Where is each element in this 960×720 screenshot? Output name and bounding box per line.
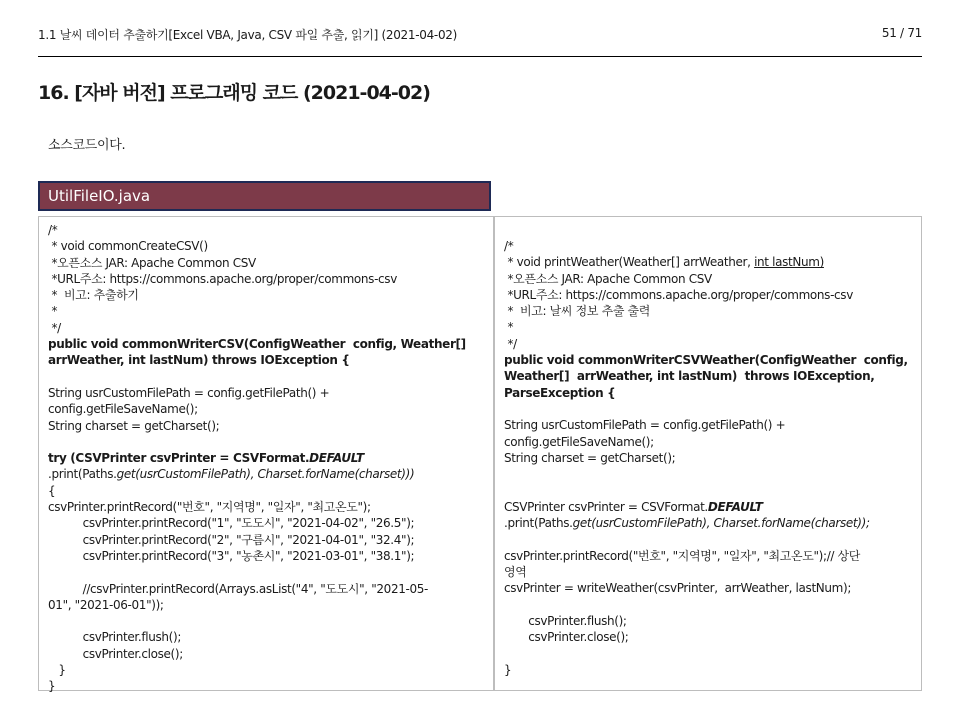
code-line	[48, 483, 487, 499]
code-line	[504, 401, 915, 417]
code-line	[48, 564, 487, 580]
code-line	[504, 352, 915, 368]
code-text: */	[48, 320, 61, 335]
code-text: {	[48, 483, 56, 498]
code-text: .print(Paths.	[504, 516, 573, 531]
code-line	[504, 482, 915, 498]
code-line	[504, 336, 915, 352]
code-text: csvPrinter.printRecord("번호", "지역명", "일자", "최고온도");	[48, 500, 371, 515]
code-line	[48, 532, 487, 548]
code-line	[504, 238, 915, 254]
code-line	[504, 613, 915, 629]
code-text: * 비고: 추출하기	[48, 288, 139, 303]
code-block-left	[38, 216, 494, 694]
code-line	[48, 613, 487, 629]
code-text: String usrCustomFilePath = config.getFilePath() +	[48, 385, 330, 400]
code-line	[504, 417, 915, 433]
code-line	[48, 597, 487, 613]
code-line	[48, 515, 487, 531]
code-text: }	[48, 663, 66, 678]
code-text: *	[504, 320, 514, 335]
code-text: csvPrinter.printRecord("3", "농촌시", "2021-03-01", "38.1");	[48, 548, 415, 563]
code-line	[48, 450, 487, 466]
code-text: csvPrinter = writeWeather(csvPrinter, arrWeather, lastNum);	[504, 581, 852, 596]
code-line	[48, 385, 487, 401]
code-text-styled: int lastNum)	[754, 255, 824, 270]
code-line	[48, 662, 487, 678]
code-text: csvPrinter.flush();	[48, 630, 182, 645]
code-line	[48, 287, 487, 303]
header-title: 1.1 날씨 데이터 추출하기[Excel VBA, Java, CSV 파일 추출, 읽기] (2021-04-02)	[38, 28, 458, 42]
code-line	[504, 662, 915, 678]
code-line	[504, 499, 915, 515]
code-text: csvPrinter.printRecord("1", "도도시", "2021-04-02", "26.5");	[48, 516, 415, 531]
code-line	[504, 368, 915, 384]
code-text: *오픈소스 JAR: Apache Common CSV	[504, 271, 712, 286]
code-line	[48, 466, 487, 482]
code-text: csvPrinter.close();	[504, 630, 629, 645]
code-line	[504, 287, 915, 303]
code-block-right	[494, 216, 922, 691]
code-line	[48, 303, 487, 319]
code-text-styled: DEFAULT	[309, 451, 364, 466]
file-name-tab: UtilFileIO.java	[38, 181, 491, 211]
code-line	[48, 238, 487, 254]
code-line	[48, 320, 487, 336]
code-line	[48, 646, 487, 662]
code-text: *URL주소: https://commons.apache.org/proper/commons-csv	[48, 271, 397, 286]
intro-text: 소스코드이다.	[48, 138, 126, 153]
code-text: 01", "2021-06-01"));	[48, 597, 164, 612]
code-text: public void commonWriterCSVWeather(ConfigWeather config,	[504, 353, 908, 368]
code-line	[48, 581, 487, 597]
code-text: * void commonCreateCSV()	[48, 239, 208, 254]
code-line	[48, 418, 487, 434]
code-line	[504, 629, 915, 645]
section-title: 16. [자바 버전] 프로그래밍 코드 (2021-04-02)	[38, 82, 430, 104]
code-text-styled: get(usrCustomFilePath), Charset.forName(charset)))	[116, 467, 415, 482]
code-line	[48, 629, 487, 645]
code-line	[504, 580, 915, 596]
code-text: ParseException {	[504, 385, 616, 400]
code-text: arrWeather, int lastNum) throws IOException {	[48, 353, 350, 368]
code-line	[504, 450, 915, 466]
code-line	[48, 222, 487, 238]
code-line	[504, 434, 915, 450]
code-lines-left	[48, 222, 487, 695]
code-text: csvPrinter.printRecord("번호", "지역명", "일자", "최고온도");// 상단	[504, 548, 861, 563]
code-text: /*	[48, 223, 58, 237]
code-text: *	[48, 304, 58, 319]
code-text: }	[48, 679, 56, 694]
code-line	[504, 564, 915, 580]
page-header	[38, 26, 922, 57]
code-text: config.getFileSaveName();	[48, 402, 198, 417]
code-text: config.getFileSaveName();	[504, 434, 654, 449]
code-text-styled: DEFAULT	[707, 499, 763, 514]
code-line	[48, 499, 487, 515]
code-text: csvPrinter.flush();	[504, 613, 627, 628]
code-text: 영역	[504, 564, 527, 579]
code-line	[504, 466, 915, 482]
code-line	[48, 352, 487, 368]
code-lines-right	[504, 238, 915, 678]
code-line	[48, 678, 487, 694]
code-line	[504, 271, 915, 287]
code-line	[48, 255, 487, 271]
code-text: *URL주소: https://commons.apache.org/proper/commons-csv	[504, 287, 853, 302]
code-text: .print(Paths.	[48, 467, 117, 482]
code-line	[504, 319, 915, 335]
code-text: csvPrinter.close();	[48, 646, 183, 661]
code-line	[48, 434, 487, 450]
code-line	[504, 531, 915, 547]
code-line	[504, 515, 915, 531]
code-text: * void printWeather(Weather[] arrWeather,	[504, 255, 755, 270]
code-line	[504, 303, 915, 319]
code-text: //csvPrinter.printRecord(Arrays.asList("4", "도도시", "2021-05-	[48, 581, 429, 596]
code-line	[48, 548, 487, 564]
code-text: /*	[504, 239, 514, 253]
code-text: String charset = getCharset();	[504, 450, 676, 465]
code-text-styled: get(usrCustomFilePath), Charset.forName(charset));	[572, 516, 870, 531]
code-line	[504, 597, 915, 613]
code-text: String usrCustomFilePath = config.getFilePath() +	[504, 418, 786, 433]
code-text: }	[504, 662, 512, 677]
code-text: */	[504, 336, 517, 351]
code-text: public void commonWriterCSV(ConfigWeather config, Weather[]	[48, 337, 466, 352]
code-line	[504, 548, 915, 564]
code-text: String charset = getCharset();	[48, 418, 220, 433]
code-line	[504, 385, 915, 401]
code-text: CSVPrinter csvPrinter = CSVFormat.	[504, 499, 708, 514]
code-text: Weather[] arrWeather, int lastNum) throws IOException,	[504, 369, 875, 384]
code-text: csvPrinter.printRecord("2", "구름시", "2021-04-01", "32.4");	[48, 532, 415, 547]
code-text: *오픈소스 JAR: Apache Common CSV	[48, 255, 256, 270]
code-line	[504, 645, 915, 661]
code-text: * 비고: 날씨 정보 추출 출력	[504, 304, 651, 319]
code-line	[504, 254, 915, 270]
code-line	[48, 336, 487, 352]
page-number: 51 / 71	[881, 26, 922, 40]
code-line	[48, 401, 487, 417]
code-line	[48, 271, 487, 287]
code-text: try (CSVPrinter csvPrinter = CSVFormat.	[48, 451, 310, 466]
code-line	[48, 369, 487, 385]
